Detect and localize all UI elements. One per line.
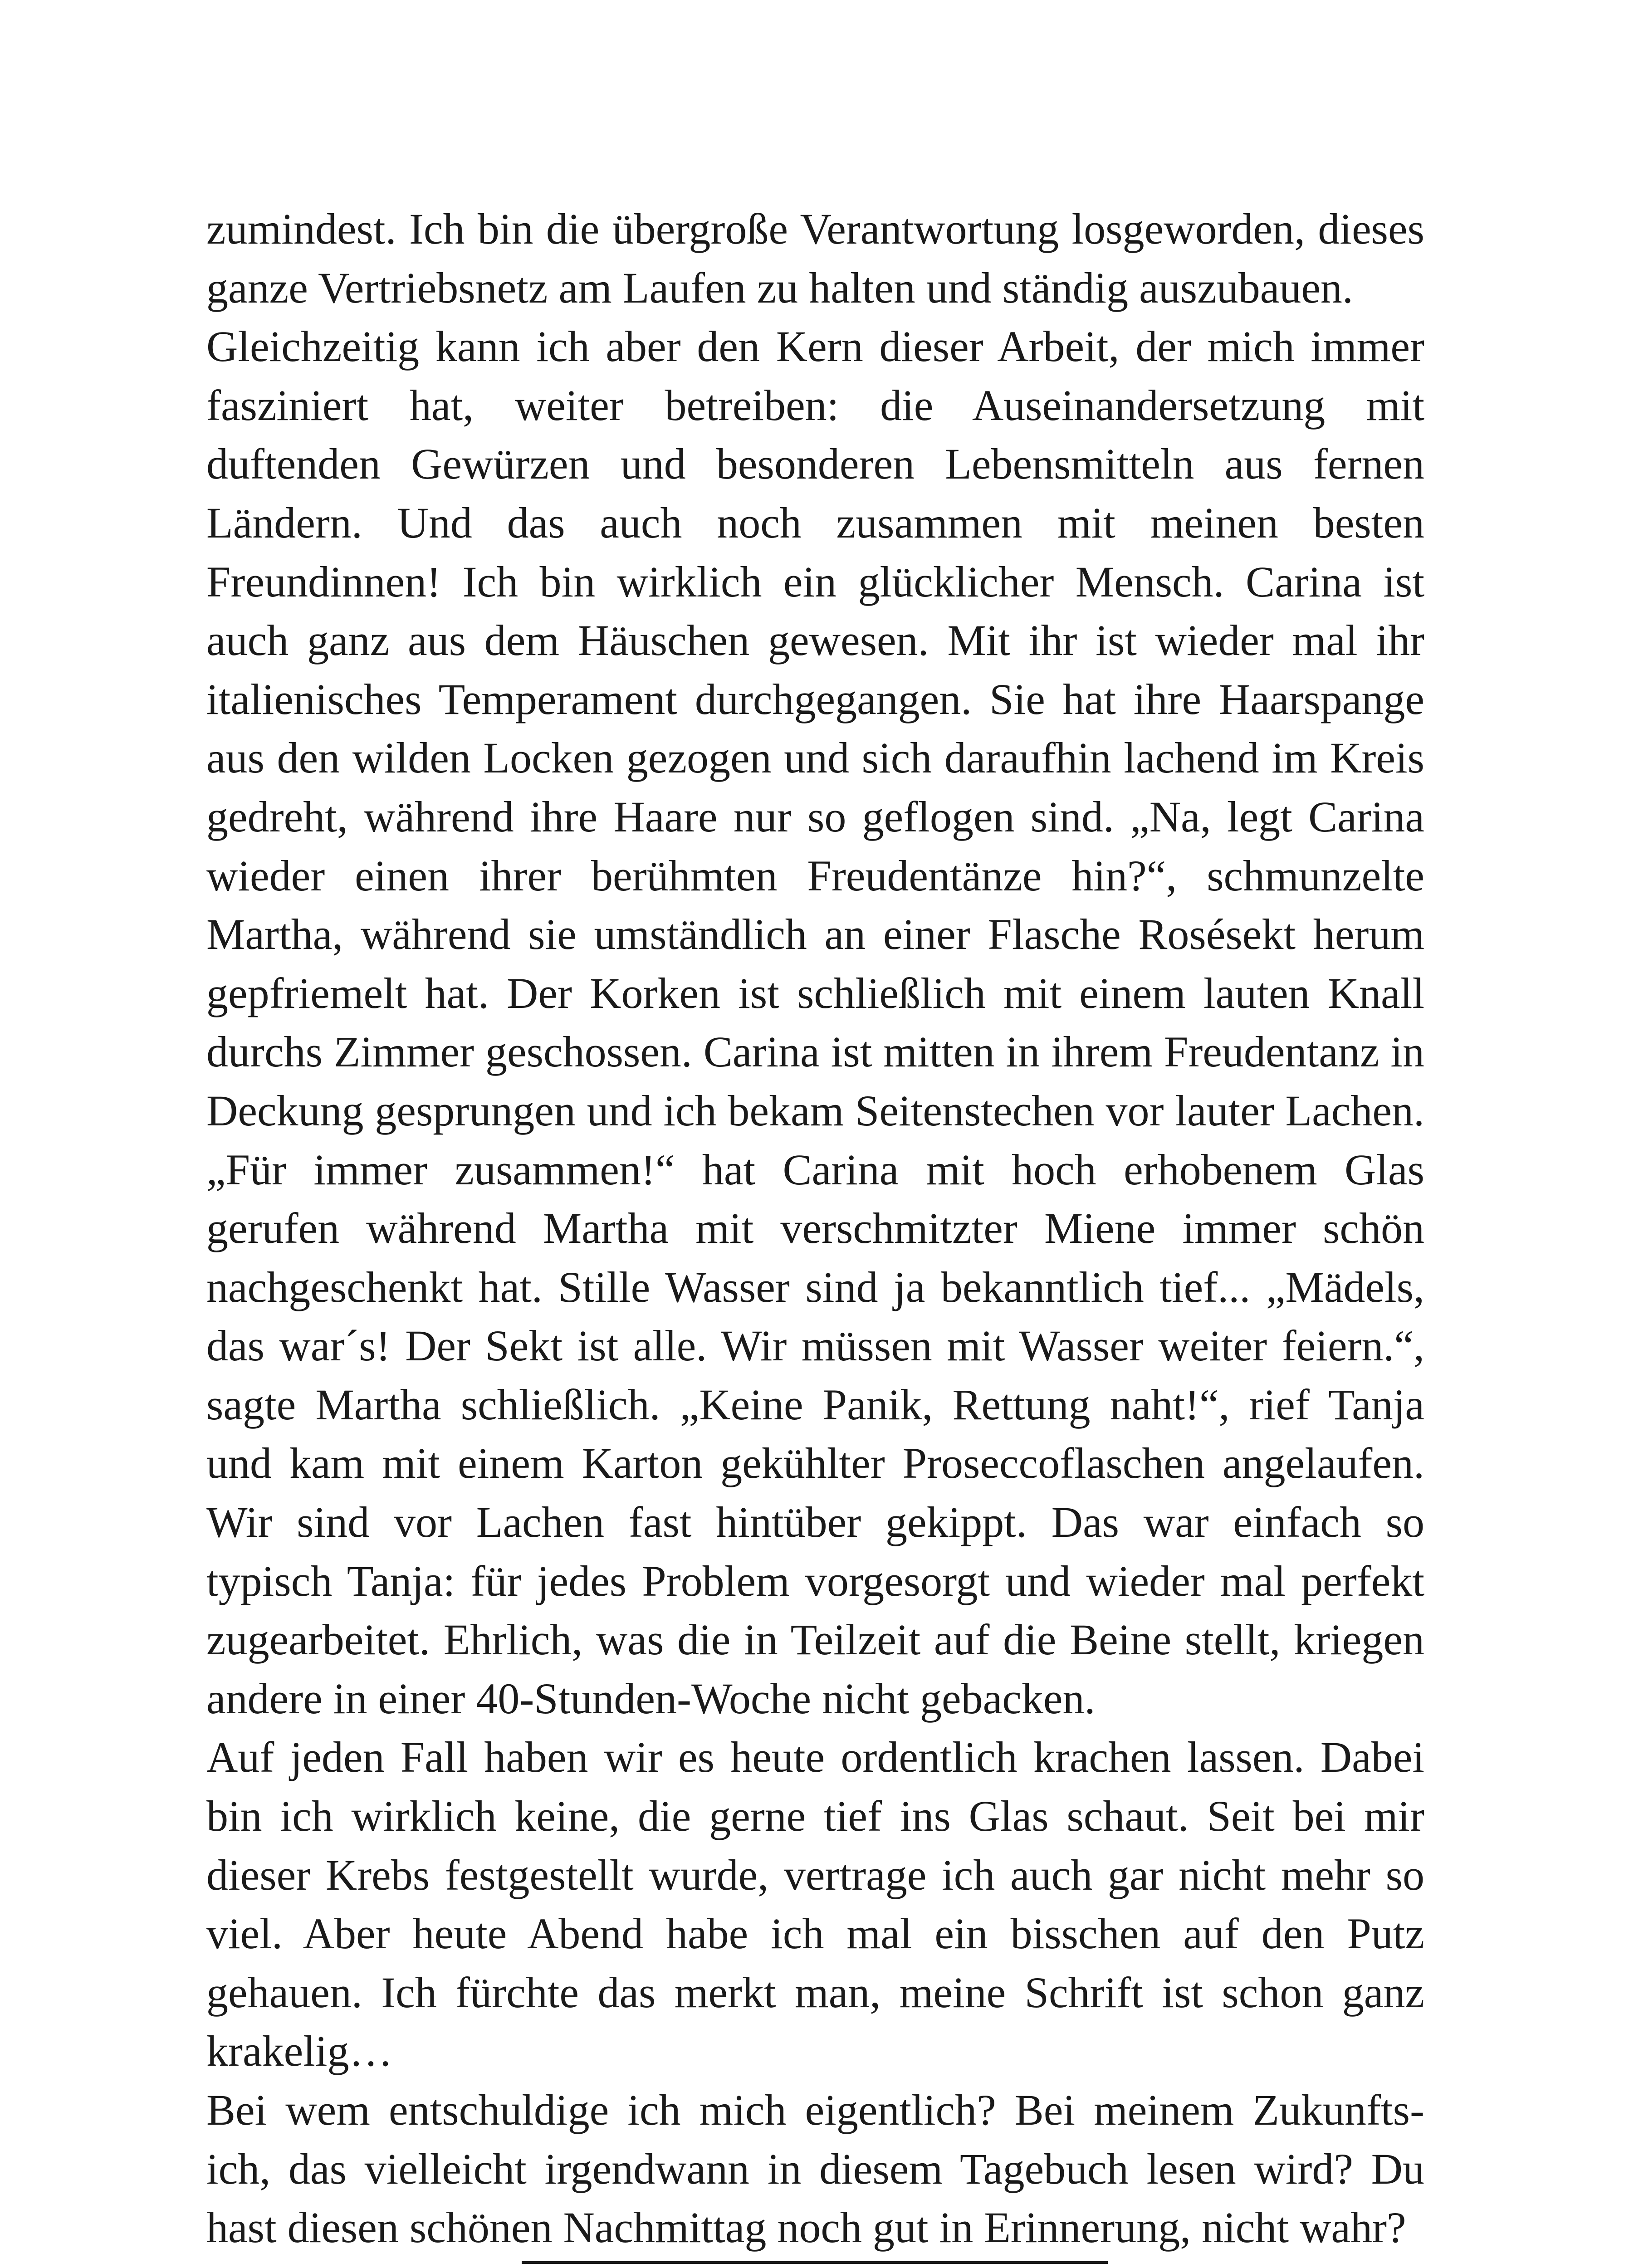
- paragraph-2: Gleichzeitig kann ich aber den Kern dieser Arbeit, der mich immer fasziniert hat, weiter betreiben: die Auseinandersetzung mit duftenden Gewürzen und besonderen Lebensmitteln aus fernen Ländern. Und das auch noch zusammen mit meinen besten Freundinnen! Ich bin wirklich ein glücklicher Mensch. Carina ist auch ganz aus dem Häuschen gewesen. Mit ihr ist wieder mal ihr italienisches Temperament durchgegangen. Sie hat ihre Haarspange aus den wilden Locken gezogen und sich daraufhin lachend im Kreis gedreht, während ihre Haare nur so geflogen sind. „Na, legt Carina wieder einen ihrer berühmten Freudentänze hin?“, schmunzelte Martha, während sie umständlich an einer Flasche Rosésekt herum gepfriemelt hat. Der Korken ist schließlich mit einem lauten Knall durchs Zimmer geschossen. Carina ist mitten in ihrem Freudentanz in Deckung gesprungen und ich bekam Seitenstechen vor lauter Lachen. „Für immer zusammen!“ hat Carina mit hoch erhobenem Glas gerufen während Martha mit verschmitzter Miene immer schön nachgeschenkt hat. Stille Wasser sind ja bekanntlich tief... „Mädels, das war´s! Der Sekt ist alle. Wir müssen mit Wasser weiter feiern.“, sagte Martha schließlich. „Keine Panik, Rettung naht!“, rief Tanja und kam mit einem Karton gekühlter Proseccoflaschen angelaufen. Wir sind vor Lachen fast hintüber gekippt. Das war einfach so typisch Tanja: für jedes Problem vorgesorgt und wieder mal perfekt zugearbeitet. Ehrlich, was die in Teilzeit auf die Beine stellt, kriegen andere in einer 40-Stunden-Woche nicht gebacken.: [206, 322, 1424, 1723]
- paragraph-1: zumindest. Ich bin die übergroße Verantwortung losgeworden, dieses ganze Vertriebsnetz am Laufen zu halten und ständig auszubauen.: [206, 205, 1424, 312]
- paragraph-3: Auf jeden Fall haben wir es heute ordentlich krachen lassen. Dabei bin ich wirklich keine, die gerne tief ins Glas schaut. Seit bei mir dieser Krebs festgestellt wurde, vertrage ich auch gar nicht mehr so viel. Aber heute Abend habe ich mal ein bisschen auf den Putz gehauen. Ich fürchte das merkt man, meine Schrift ist schon ganz krakelig…: [206, 1733, 1424, 2076]
- paragraph-4: Bei wem entschuldige ich mich eigentlich? Bei meinem Zukunfts-ich, das vielleicht irgendwann in diesem Tagebuch lesen wird? Du hast diesen schönen Nachmittag noch gut in Erinnerung, nicht wahr?: [206, 2086, 1424, 2252]
- footer-divider: [522, 2261, 1108, 2264]
- body-text: [206, 200, 1424, 2257]
